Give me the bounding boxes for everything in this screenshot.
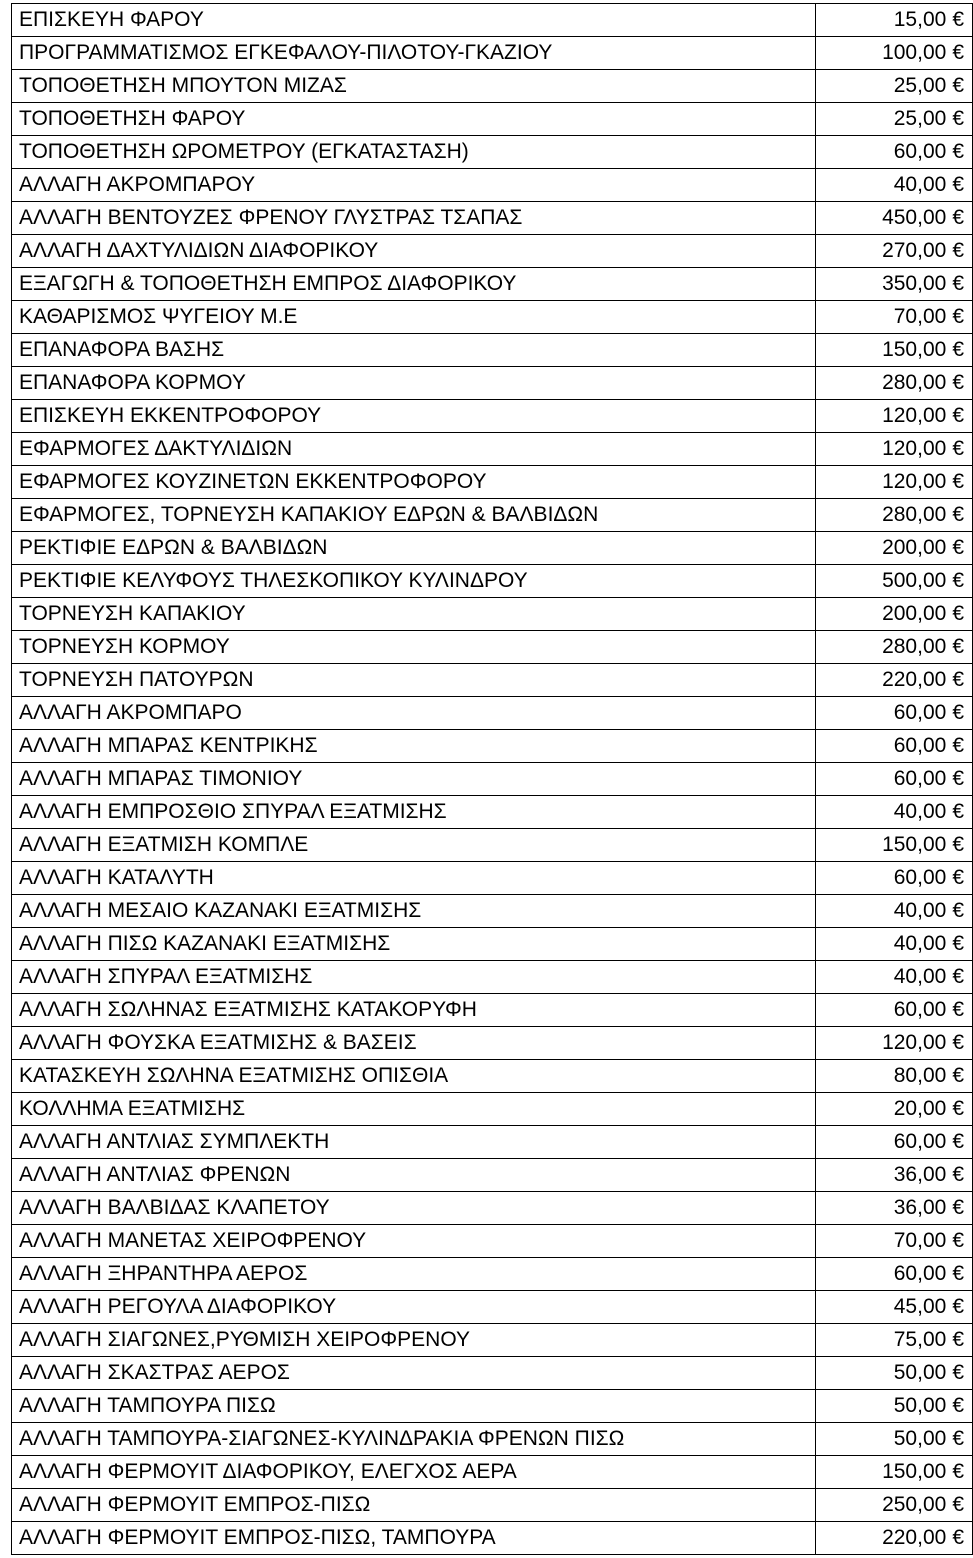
euro-icon: € — [952, 1097, 964, 1120]
service-description: ΑΛΛΑΓΗ ΒΕΝΤΟΥΖΕΣ ΦΡΕΝΟΥ ΓΛΥΣΤΡΑΣ ΤΣΑΠΑΣ — [12, 202, 816, 235]
price-amount: 120,00 — [882, 437, 947, 460]
table-row — [12, 862, 973, 895]
euro-icon: € — [952, 338, 964, 361]
service-price-cell — [816, 1060, 973, 1093]
euro-icon: € — [952, 272, 964, 295]
service-price-cell — [816, 1027, 973, 1060]
euro-icon: € — [952, 1229, 964, 1252]
service-description: ΑΛΛΑΓΗ ΣΠΥΡΑΛ ΕΞΑΤΜΙΣΗΣ — [12, 961, 816, 994]
service-description: ΕΞΑΓΩΓΗ & ΤΟΠΟΘΕΤΗΣΗ ΕΜΠΡΟΣ ΔΙΑΦΟΡΙΚΟΥ — [12, 268, 816, 301]
service-description: ΡΕΚΤΙΦΙΕ ΚΕΛΥΦΟΥΣ ΤΗΛΕΣΚΟΠΙΚΟΥ ΚΥΛΙΝΔΡΟΥ — [12, 565, 816, 598]
price-amount: 250,00 — [882, 1493, 947, 1516]
euro-icon: € — [952, 437, 964, 460]
price-list-body — [12, 4, 973, 1555]
price-amount: 50,00 — [893, 1394, 947, 1417]
table-row — [12, 928, 973, 961]
service-description: ΠΡΟΓΡΑΜΜΑΤΙΣΜΟΣ ΕΓΚΕΦΑΛΟΥ-ΠΙΛΟΤΟΥ-ΓΚΑΖΙΟΥ — [12, 37, 816, 70]
table-row — [12, 697, 973, 730]
service-price-cell — [816, 37, 973, 70]
service-price-cell — [816, 268, 973, 301]
euro-icon: € — [952, 602, 964, 625]
price-amount: 25,00 — [893, 107, 947, 130]
service-description: ΑΛΛΑΓΗ ΚΑΤΑΛΥΤΗ — [12, 862, 816, 895]
service-description: ΕΠΑΝΑΦΟΡΑ ΚΟΡΜΟΥ — [12, 367, 816, 400]
euro-icon: € — [952, 899, 964, 922]
service-description: ΑΛΛΑΓΗ ΑΝΤΛΙΑΣ ΦΡΕΝΩΝ — [12, 1159, 816, 1192]
euro-icon: € — [952, 701, 964, 724]
table-row — [12, 730, 973, 763]
service-price-cell — [816, 103, 973, 136]
service-price-cell — [816, 532, 973, 565]
price-amount: 60,00 — [893, 1262, 947, 1285]
price-amount: 150,00 — [882, 1460, 947, 1483]
table-row — [12, 895, 973, 928]
service-description: ΑΛΛΑΓΗ ΕΞΑΤΜΙΣΗ ΚΟΜΠΛΕ — [12, 829, 816, 862]
euro-icon: € — [952, 800, 964, 823]
euro-icon: € — [952, 305, 964, 328]
service-price-cell — [816, 1159, 973, 1192]
service-description: ΑΛΛΑΓΗ ΑΚΡΟΜΠΑΡΟΥ — [12, 169, 816, 202]
price-amount: 40,00 — [893, 800, 947, 823]
euro-icon: € — [952, 1262, 964, 1285]
price-amount: 70,00 — [893, 305, 947, 328]
service-description: ΑΛΛΑΓΗ ΑΚΡΟΜΠΑΡΟ — [12, 697, 816, 730]
table-row — [12, 1126, 973, 1159]
table-row — [12, 466, 973, 499]
table-row — [12, 136, 973, 169]
service-price-cell — [816, 1357, 973, 1390]
service-price-cell — [816, 136, 973, 169]
service-price-cell — [816, 829, 973, 862]
price-amount: 150,00 — [882, 338, 947, 361]
price-amount: 60,00 — [893, 1130, 947, 1153]
euro-icon: € — [952, 569, 964, 592]
price-amount: 220,00 — [882, 1526, 947, 1549]
table-row — [12, 1423, 973, 1456]
table-row — [12, 433, 973, 466]
price-amount: 200,00 — [882, 536, 947, 559]
price-amount: 100,00 — [882, 41, 947, 64]
service-price-cell — [816, 466, 973, 499]
table-row — [12, 829, 973, 862]
price-list-table — [11, 3, 973, 1555]
service-price-cell — [816, 1225, 973, 1258]
service-price-cell — [816, 796, 973, 829]
euro-icon: € — [952, 107, 964, 130]
service-description: ΑΛΛΑΓΗ ΦΕΡΜΟΥΙΤ ΔΙΑΦΟΡΙΚΟΥ, ΕΛΕΓΧΟΣ ΑΕΡΑ — [12, 1456, 816, 1489]
service-price-cell — [816, 928, 973, 961]
service-price-cell — [816, 367, 973, 400]
price-amount: 450,00 — [882, 206, 947, 229]
euro-icon: € — [952, 1361, 964, 1384]
service-price-cell — [816, 1093, 973, 1126]
price-amount: 70,00 — [893, 1229, 947, 1252]
euro-icon: € — [952, 371, 964, 394]
service-price-cell — [816, 301, 973, 334]
price-amount: 60,00 — [893, 998, 947, 1021]
euro-icon: € — [952, 998, 964, 1021]
service-description: ΚΑΤΑΣΚΕΥΗ ΣΩΛΗΝΑ ΕΞΑΤΜΙΣΗΣ ΟΠΙΣΘΙΑ — [12, 1060, 816, 1093]
table-row — [12, 70, 973, 103]
table-row — [12, 1060, 973, 1093]
price-amount: 280,00 — [882, 371, 947, 394]
service-price-cell — [816, 1291, 973, 1324]
service-description: ΑΛΛΑΓΗ ΦΕΡΜΟΥΙΤ ΕΜΠΡΟΣ-ΠΙΣΩ — [12, 1489, 816, 1522]
euro-icon: € — [952, 1328, 964, 1351]
table-row — [12, 1324, 973, 1357]
table-row — [12, 1225, 973, 1258]
service-price-cell — [816, 1126, 973, 1159]
euro-icon: € — [952, 833, 964, 856]
service-description: ΑΛΛΑΓΗ ΦΟΥΣΚΑ ΕΞΑΤΜΙΣΗΣ & ΒΑΣΕΙΣ — [12, 1027, 816, 1060]
service-description: ΕΠΙΣΚΕΥΗ ΕΚΚΕΝΤΡΟΦΟΡΟΥ — [12, 400, 816, 433]
service-description: ΕΦΑΡΜΟΓΕΣ, ΤΟΡΝΕΥΣΗ ΚΑΠΑΚΙΟΥ ΕΔΡΩΝ & ΒΑΛΒΙΔΩΝ — [12, 499, 816, 532]
service-description: ΑΛΛΑΓΗ ΞΗΡΑΝΤΗΡΑ ΑΕΡΟΣ — [12, 1258, 816, 1291]
euro-icon: € — [952, 404, 964, 427]
table-row — [12, 1291, 973, 1324]
euro-icon: € — [952, 239, 964, 262]
table-row — [12, 4, 973, 37]
service-price-cell — [816, 1522, 973, 1555]
euro-icon: € — [952, 41, 964, 64]
table-row — [12, 631, 973, 664]
price-amount: 150,00 — [882, 833, 947, 856]
service-description: ΑΛΛΑΓΗ ΜΠΑΡΑΣ ΚΕΝΤΡΙΚΗΣ — [12, 730, 816, 763]
euro-icon: € — [952, 140, 964, 163]
euro-icon: € — [952, 536, 964, 559]
service-price-cell — [816, 961, 973, 994]
service-description: ΡΕΚΤΙΦΙΕ ΕΔΡΩΝ & ΒΑΛΒΙΔΩΝ — [12, 532, 816, 565]
price-amount: 120,00 — [882, 404, 947, 427]
table-row — [12, 37, 973, 70]
service-description: ΑΛΛΑΓΗ ΣΩΛΗΝΑΣ ΕΞΑΤΜΙΣΗΣ ΚΑΤΑΚΟΡΥΦΗ — [12, 994, 816, 1027]
service-price-cell — [816, 730, 973, 763]
table-row — [12, 763, 973, 796]
euro-icon: € — [952, 1295, 964, 1318]
service-description: ΤΟΠΟΘΕΤΗΣΗ ΩΡΟΜΕΤΡΟΥ (ΕΓΚΑΤΑΣΤΑΣΗ) — [12, 136, 816, 169]
euro-icon: € — [952, 1526, 964, 1549]
price-amount: 50,00 — [893, 1427, 947, 1450]
table-row — [12, 598, 973, 631]
service-price-cell — [816, 763, 973, 796]
euro-icon: € — [952, 1394, 964, 1417]
service-price-cell — [816, 1390, 973, 1423]
table-row — [12, 367, 973, 400]
euro-icon: € — [952, 8, 964, 31]
service-description: ΑΛΛΑΓΗ ΕΜΠΡΟΣΘΙΟ ΣΠΥΡΑΛ ΕΞΑΤΜΙΣΗΣ — [12, 796, 816, 829]
service-price-cell — [816, 202, 973, 235]
price-amount: 200,00 — [882, 602, 947, 625]
service-description: ΑΛΛΑΓΗ ΔΑΧΤΥΛΙΔΙΩΝ ΔΙΑΦΟΡΙΚΟΥ — [12, 235, 816, 268]
price-amount: 60,00 — [893, 140, 947, 163]
price-amount: 500,00 — [882, 569, 947, 592]
price-amount: 350,00 — [882, 272, 947, 295]
euro-icon: € — [952, 1427, 964, 1450]
table-row — [12, 532, 973, 565]
table-row — [12, 103, 973, 136]
table-row — [12, 664, 973, 697]
euro-icon: € — [952, 1130, 964, 1153]
service-price-cell — [816, 334, 973, 367]
euro-icon: € — [952, 635, 964, 658]
price-amount: 45,00 — [893, 1295, 947, 1318]
table-row — [12, 235, 973, 268]
table-row — [12, 1258, 973, 1291]
service-price-cell — [816, 499, 973, 532]
service-price-cell — [816, 400, 973, 433]
table-row — [12, 400, 973, 433]
service-description: ΑΛΛΑΓΗ ΜΕΣΑΙΟ ΚΑΖΑΝΑΚΙ ΕΞΑΤΜΙΣΗΣ — [12, 895, 816, 928]
table-row — [12, 1159, 973, 1192]
euro-icon: € — [952, 470, 964, 493]
price-amount: 280,00 — [882, 635, 947, 658]
service-description: ΑΛΛΑΓΗ ΜΑΝΕΤΑΣ ΧΕΙΡΟΦΡΕΝΟΥ — [12, 1225, 816, 1258]
service-price-cell — [816, 664, 973, 697]
euro-icon: € — [952, 1163, 964, 1186]
euro-icon: € — [952, 74, 964, 97]
price-amount: 50,00 — [893, 1361, 947, 1384]
service-description: ΑΛΛΑΓΗ ΣΚΑΣΤΡΑΣ ΑΕΡΟΣ — [12, 1357, 816, 1390]
service-price-cell — [816, 433, 973, 466]
table-row — [12, 1192, 973, 1225]
service-price-cell — [816, 4, 973, 37]
service-description: ΤΟΠΟΘΕΤΗΣΗ ΦΑΡΟΥ — [12, 103, 816, 136]
service-description: ΑΛΛΑΓΗ ΤΑΜΠΟΥΡΑ-ΣΙΑΓΩΝΕΣ-ΚΥΛΙΝΔΡΑΚΙΑ ΦΡΕΝΩΝ ΠΙΣΩ — [12, 1423, 816, 1456]
price-amount: 40,00 — [893, 932, 947, 955]
table-row — [12, 169, 973, 202]
price-amount: 75,00 — [893, 1328, 947, 1351]
price-amount: 60,00 — [893, 866, 947, 889]
table-row — [12, 1390, 973, 1423]
service-price-cell — [816, 895, 973, 928]
service-description: ΚΑΘΑΡΙΣΜΟΣ ΨΥΓΕΙΟΥ Μ.Ε — [12, 301, 816, 334]
euro-icon: € — [952, 503, 964, 526]
table-row — [12, 1456, 973, 1489]
euro-icon: € — [952, 1196, 964, 1219]
service-price-cell — [816, 631, 973, 664]
service-price-cell — [816, 598, 973, 631]
table-row — [12, 334, 973, 367]
service-description: ΑΛΛΑΓΗ ΜΠΑΡΑΣ ΤΙΜΟΝΙΟΥ — [12, 763, 816, 796]
price-amount: 280,00 — [882, 503, 947, 526]
price-amount: 25,00 — [893, 74, 947, 97]
service-price-cell — [816, 565, 973, 598]
euro-icon: € — [952, 1460, 964, 1483]
price-amount: 80,00 — [893, 1064, 947, 1087]
euro-icon: € — [952, 1064, 964, 1087]
price-amount: 40,00 — [893, 965, 947, 988]
price-amount: 36,00 — [893, 1196, 947, 1219]
price-amount: 270,00 — [882, 239, 947, 262]
service-description: ΤΟΡΝΕΥΣΗ ΠΑΤΟΥΡΩΝ — [12, 664, 816, 697]
euro-icon: € — [952, 866, 964, 889]
euro-icon: € — [952, 767, 964, 790]
service-description: ΤΟΡΝΕΥΣΗ ΚΟΡΜΟΥ — [12, 631, 816, 664]
price-amount: 120,00 — [882, 470, 947, 493]
table-row — [12, 1489, 973, 1522]
service-price-cell — [816, 862, 973, 895]
euro-icon: € — [952, 668, 964, 691]
table-row — [12, 1522, 973, 1555]
euro-icon: € — [952, 206, 964, 229]
table-row — [12, 499, 973, 532]
service-description: ΑΛΛΑΓΗ ΑΝΤΛΙΑΣ ΣΥΜΠΛΕΚΤΗ — [12, 1126, 816, 1159]
service-description: ΤΟΠΟΘΕΤΗΣΗ ΜΠΟΥΤΟΝ ΜΙΖΑΣ — [12, 70, 816, 103]
euro-icon: € — [952, 734, 964, 757]
service-description: ΕΠΑΝΑΦΟΡΑ ΒΑΣΗΣ — [12, 334, 816, 367]
service-price-cell — [816, 1489, 973, 1522]
table-row — [12, 202, 973, 235]
service-price-cell — [816, 697, 973, 730]
service-description: ΕΦΑΡΜΟΓΕΣ ΚΟΥΖΙΝΕΤΩΝ ΕΚΚΕΝΤΡΟΦΟΡΟΥ — [12, 466, 816, 499]
price-amount: 40,00 — [893, 173, 947, 196]
service-price-cell — [816, 1192, 973, 1225]
euro-icon: € — [952, 1031, 964, 1054]
service-description: ΕΦΑΡΜΟΓΕΣ ΔΑΚΤΥΛΙΔΙΩΝ — [12, 433, 816, 466]
table-row — [12, 994, 973, 1027]
table-row — [12, 1093, 973, 1126]
table-row — [12, 565, 973, 598]
table-row — [12, 301, 973, 334]
price-amount: 60,00 — [893, 701, 947, 724]
price-amount: 15,00 — [893, 8, 947, 31]
price-amount: 20,00 — [893, 1097, 947, 1120]
table-row — [12, 1357, 973, 1390]
euro-icon: € — [952, 173, 964, 196]
table-row — [12, 268, 973, 301]
service-description: ΑΛΛΑΓΗ ΤΑΜΠΟΥΡΑ ΠΙΣΩ — [12, 1390, 816, 1423]
price-amount: 120,00 — [882, 1031, 947, 1054]
service-price-cell — [816, 1423, 973, 1456]
service-description: ΑΛΛΑΓΗ ΡΕΓΟΥΛΑ ΔΙΑΦΟΡΙΚΟΥ — [12, 1291, 816, 1324]
price-amount: 60,00 — [893, 767, 947, 790]
service-price-cell — [816, 994, 973, 1027]
service-price-cell — [816, 1456, 973, 1489]
service-description: ΚΟΛΛΗΜΑ ΕΞΑΤΜΙΣΗΣ — [12, 1093, 816, 1126]
euro-icon: € — [952, 1493, 964, 1516]
price-amount: 36,00 — [893, 1163, 947, 1186]
price-amount: 220,00 — [882, 668, 947, 691]
service-price-cell — [816, 235, 973, 268]
service-description: ΤΟΡΝΕΥΣΗ ΚΑΠΑΚΙΟΥ — [12, 598, 816, 631]
service-description: ΑΛΛΑΓΗ ΣΙΑΓΩΝΕΣ,ΡΥΘΜΙΣΗ ΧΕΙΡΟΦΡΕΝΟΥ — [12, 1324, 816, 1357]
service-price-cell — [816, 169, 973, 202]
table-row — [12, 961, 973, 994]
service-description: ΑΛΛΑΓΗ ΒΑΛΒΙΔΑΣ ΚΛΑΠΕΤΟΥ — [12, 1192, 816, 1225]
service-price-cell — [816, 1324, 973, 1357]
service-description: ΑΛΛΑΓΗ ΦΕΡΜΟΥΙΤ ΕΜΠΡΟΣ-ΠΙΣΩ, ΤΑΜΠΟΥΡΑ — [12, 1522, 816, 1555]
euro-icon: € — [952, 965, 964, 988]
euro-icon: € — [952, 932, 964, 955]
service-price-cell — [816, 70, 973, 103]
table-row — [12, 796, 973, 829]
service-description: ΕΠΙΣΚΕΥΗ ΦΑΡΟΥ — [12, 4, 816, 37]
table-row — [12, 1027, 973, 1060]
price-amount: 40,00 — [893, 899, 947, 922]
service-price-cell — [816, 1258, 973, 1291]
service-description: ΑΛΛΑΓΗ ΠΙΣΩ ΚΑΖΑΝΑΚΙ ΕΞΑΤΜΙΣΗΣ — [12, 928, 816, 961]
price-amount: 60,00 — [893, 734, 947, 757]
